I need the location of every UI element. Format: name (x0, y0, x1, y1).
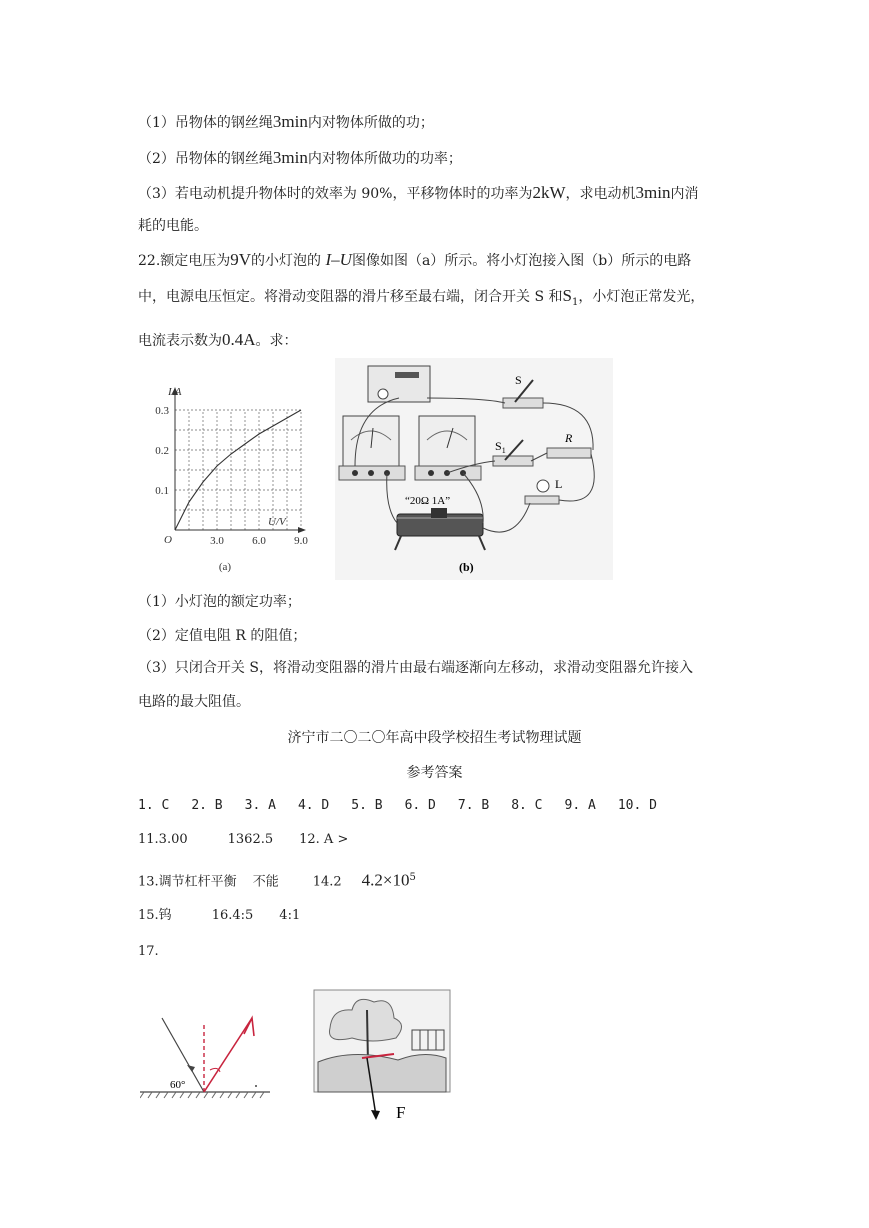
q22-sub2: （2）定值电阻 R 的阻值； (138, 628, 307, 644)
value-2kw: 2kW (532, 183, 566, 202)
q21-part3-line2: 耗的电能。 (138, 218, 208, 234)
value-3min: 3min (272, 148, 308, 167)
x-tick-label: 3.0 (210, 535, 224, 547)
q22-sub1: （1）小灯泡的额定功率； (138, 594, 301, 610)
text: 。求： (255, 333, 298, 349)
iu-label: I–U (325, 250, 352, 269)
answers-row2 (138, 830, 348, 850)
mirror-hatching (140, 1092, 264, 1098)
answer-14b: 4.2×10 (361, 870, 410, 890)
x-axis-arrow (298, 527, 306, 533)
grid (175, 410, 301, 530)
answers-row4 (138, 906, 300, 926)
answer-16: 16.4:5 (211, 908, 254, 923)
y-axis-label: I/A (168, 386, 182, 398)
text: 内消 (670, 186, 699, 202)
exponent: 5 (409, 872, 416, 883)
q21-part2 (138, 148, 462, 169)
label-s: S (515, 373, 522, 387)
y-tick-label: 0.2 (155, 445, 169, 457)
value-0.4a: 0.4A (222, 330, 256, 349)
answer-6: 6. D (404, 798, 436, 813)
answer-7: 7. B (457, 798, 490, 813)
iu-curve (175, 410, 301, 530)
force-figure (312, 988, 452, 1128)
answer-4: 4. D (297, 798, 330, 813)
answer-5: 5. B (351, 798, 383, 813)
q21-part3 (138, 183, 698, 204)
text: 内对物体所做功的功率； (307, 151, 462, 167)
angle-arc (210, 1068, 220, 1072)
answer-15: 15.钨 (138, 908, 172, 923)
value-3min: 3min (635, 183, 671, 202)
text: 22.额定电压为 (138, 253, 231, 269)
answer-13: 13.调节杠杆平衡 (138, 874, 237, 890)
answer-16b: 4:1 (279, 908, 301, 923)
q22-line1 (138, 250, 691, 271)
text: （3）若电动机提升物体时的效率为 90%，平移物体时的功率为 (138, 186, 533, 202)
answer-10: 10. D (617, 798, 657, 813)
text: 内对物体所做的功； (307, 115, 434, 131)
ammeter (339, 416, 405, 480)
switch-s1: S (562, 286, 572, 305)
circuit-figure (335, 358, 613, 580)
value-3min: 3min (272, 112, 308, 131)
answer-13b: 不能 (252, 874, 279, 890)
q22-line2 (138, 286, 704, 313)
answers-subtitle: 参考答案 (406, 765, 463, 781)
answers-row1 (138, 796, 679, 816)
answer-1: 1. C (138, 798, 170, 813)
angle-label: 60° (170, 1079, 186, 1091)
incident-arrow-icon (187, 1065, 195, 1072)
x-tick-label: 6.0 (252, 535, 266, 547)
origin-label: O (164, 534, 172, 546)
answer-8: 8. C (511, 798, 543, 813)
answer-14: 14.2 (312, 874, 342, 890)
answer-12: 12. A > (299, 832, 349, 847)
reflection-figure (140, 1010, 275, 1105)
answers-title: 济宁市二〇二〇年高中段学校招生考试物理试题 (287, 730, 582, 746)
text: 的小灯泡的 (251, 253, 322, 269)
label-l: L (555, 477, 563, 491)
text: ，小灯泡正常发光， (578, 289, 705, 305)
subscript: 1 (571, 296, 579, 308)
resistor-r (547, 448, 591, 458)
value-9v: 9V (230, 250, 252, 269)
text: （2）吊物体的钢丝绳 (138, 151, 273, 167)
text: （1）吊物体的钢丝绳 (138, 115, 273, 131)
text: ，求电动机 (565, 186, 636, 202)
y-tick-label: 0.3 (155, 405, 169, 417)
text: 中，电源电压恒定。将滑动变阻器的滑片移至最右端，闭合开关 S 和 (138, 289, 563, 305)
text: 电流表示数为 (138, 333, 222, 349)
voltmeter (415, 416, 481, 480)
reflected-ray (204, 1018, 252, 1092)
power-supply-display (395, 372, 419, 378)
q22-sub3-line2: 电路的最大阻值。 (138, 694, 250, 710)
ground (318, 1054, 446, 1092)
caption-a: (a) (218, 561, 232, 573)
label-s1: $S_1$ (495, 439, 506, 455)
answer-11b: 1362.5 (227, 832, 274, 847)
answers-row3 (138, 868, 416, 892)
text: 图像如图（a）所示。将小灯泡接入图（b）所示的电路 (351, 253, 692, 269)
rheostat-label: “20Ω 1A” (405, 495, 451, 507)
iu-graph (130, 375, 310, 580)
y-tick-label: 0.1 (155, 485, 169, 497)
answers-row5: 17. (138, 944, 159, 959)
q21-part1 (138, 112, 434, 133)
power-supply (368, 366, 430, 402)
lamp-icon (537, 480, 549, 492)
lamp-base (525, 496, 559, 504)
q22-sub3-line1: （3）只闭合开关 S，将滑动变阻器的滑片由最右端逐渐向左移动，求滑动变阻器允许接入 (138, 660, 693, 676)
caption-b: (b) (459, 560, 474, 574)
dot (255, 1085, 257, 1087)
answer-3: 3. A (244, 798, 276, 813)
x-tick-label: 9.0 (294, 535, 308, 547)
answer-2: 2. B (191, 798, 223, 813)
label-r: R (565, 431, 573, 445)
x-axis-label: U/V (268, 516, 286, 528)
force-label: F (396, 1103, 406, 1122)
answer-9: 9. A (564, 798, 596, 813)
power-supply-knob-icon (378, 389, 388, 399)
answer-11: 11.3.00 (138, 832, 188, 847)
force-arrowhead-icon (371, 1110, 380, 1120)
q22-line3 (138, 330, 298, 351)
